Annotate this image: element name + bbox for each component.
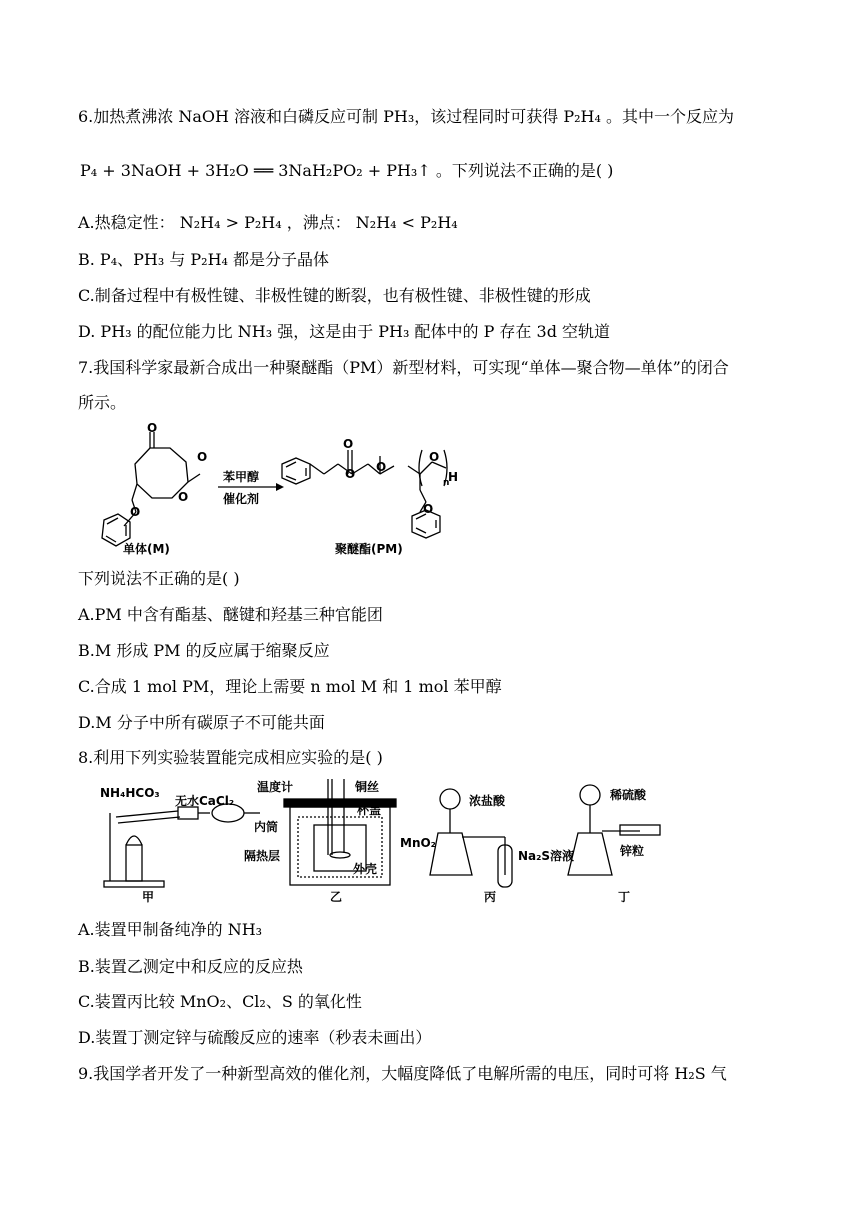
monomer-m-structure xyxy=(102,432,200,546)
q6-option-c: C.制备过程中有极性键、非极性键的断裂，也有极性键、非极性键的形成 xyxy=(78,286,591,305)
yi-wire-label: 铜丝 xyxy=(355,780,380,794)
q6-equation: P₄ + 3NaOH + 3H₂O ══ 3NaH₂PO₂ + PH₃↑ 。下列说法不正确的是( ) xyxy=(80,161,614,180)
q8-option-a: A.装置甲制备纯净的 NH₃ xyxy=(78,920,263,939)
q8-stem: 8.利用下列实验装置能完成相应实验的是( ) xyxy=(78,748,383,767)
jia-dryer-label: 无水CaCl₂ xyxy=(175,794,235,808)
polymer-ether-o: O xyxy=(376,460,387,474)
yi-thermometer-label: 温度计 xyxy=(257,780,294,794)
ding-solid-label: 锌粒 xyxy=(620,844,645,858)
q7-option-d: D.M 分子中所有碳原子不可能共面 xyxy=(78,713,325,732)
yi-insulation-label: 隔热层 xyxy=(244,849,281,863)
ding-caption: 丁 xyxy=(618,890,631,904)
polymer-carbonyl-o: O xyxy=(343,437,354,451)
yi-inner-label: 内筒 xyxy=(254,820,279,834)
q9-line1: 9.我国学者开发了一种新型高效的催化剂，大幅度降低了电解所需的电压，同时可将 H₂S 气 xyxy=(78,1064,727,1083)
arrow-top-label: 苯甲醇 xyxy=(223,470,260,484)
jia-caption: 甲 xyxy=(142,890,155,904)
q8-option-d: D.装置丁测定锌与硫酸反应的速率（秒表未画出） xyxy=(78,1028,432,1047)
polymer-ester-o: O xyxy=(345,467,356,481)
label-polymer-pm: 聚醚酯(PM) xyxy=(335,542,403,556)
q7-option-b: B.M 形成 PM 的反应属于缩聚反应 xyxy=(78,641,330,660)
apparatus-jia xyxy=(104,804,260,887)
polymer-subscript-n: n xyxy=(443,478,450,488)
yi-caption: 乙 xyxy=(330,890,343,904)
q7-option-a: A.PM 中含有酯基、醚键和羟基三种官能团 xyxy=(78,605,383,624)
polymer-end-o: O xyxy=(429,450,440,464)
label-monomer-m: 单体(M) xyxy=(123,542,170,556)
q7-option-c: C.合成 1 mol PM，理论上需要 n mol M 和 1 mol 苯甲醇 xyxy=(78,677,502,696)
yi-lid-label: 杯盖 xyxy=(357,803,382,817)
bing-solid-label: MnO₂ xyxy=(400,836,436,850)
polymer-end-h: H xyxy=(448,470,459,484)
monomer-ether-o: O xyxy=(130,505,141,519)
ding-acid-label: 稀硫酸 xyxy=(610,788,647,802)
yi-shell-label: 外壳 xyxy=(353,862,378,876)
q6-line1: 6.加热煮沸浓 NaOH 溶液和白磷反应可制 PH₃，该过程同时可获得 P₂H₄ 。其中一个反应为 xyxy=(78,107,734,126)
bing-solution-label: Na₂S溶液 xyxy=(518,849,575,863)
polymer-ether-o-side: O xyxy=(423,502,434,516)
apparatus-yi xyxy=(284,779,396,885)
bing-acid-label: 浓盐酸 xyxy=(469,794,506,808)
q6-option-d: D. PH₃ 的配位能力比 NH₃ 强，这是由于 PH₃ 配体中的 P 存在 3d 空轨道 xyxy=(78,322,611,341)
monomer-ring-o-bottom: O xyxy=(178,490,189,504)
jia-reagent-label: NH₄HCO₃ xyxy=(100,786,160,800)
q8-option-c: C.装置丙比较 MnO₂、Cl₂、S 的氧化性 xyxy=(78,992,362,1011)
q7-stem: 下列说法不正确的是( ) xyxy=(78,569,240,588)
monomer-carbonyl-o: O xyxy=(147,421,158,435)
q6-option-a: A.热稳定性： N₂H₄ > P₂H₄ ，沸点： N₂H₄ < P₂H₄ xyxy=(78,213,458,232)
q7-line1: 7.我国科学家最新合成出一种聚醚酯（PM）新型材料，可实现“单体—聚合物—单体”的闭合 xyxy=(78,358,729,377)
q7-line2: 所示。 xyxy=(78,393,127,412)
monomer-ring-o-top: O xyxy=(197,450,208,464)
q6-option-b: B. P₄、PH₃ 与 P₂H₄ 都是分子晶体 xyxy=(78,250,330,269)
q7-structure-figure xyxy=(90,420,480,560)
q8-option-b: B.装置乙测定中和反应的反应热 xyxy=(78,957,303,976)
polymer-pm-structure xyxy=(282,450,450,538)
arrow-bottom-label: 催化剂 xyxy=(223,492,260,506)
bing-caption: 丙 xyxy=(484,890,497,904)
